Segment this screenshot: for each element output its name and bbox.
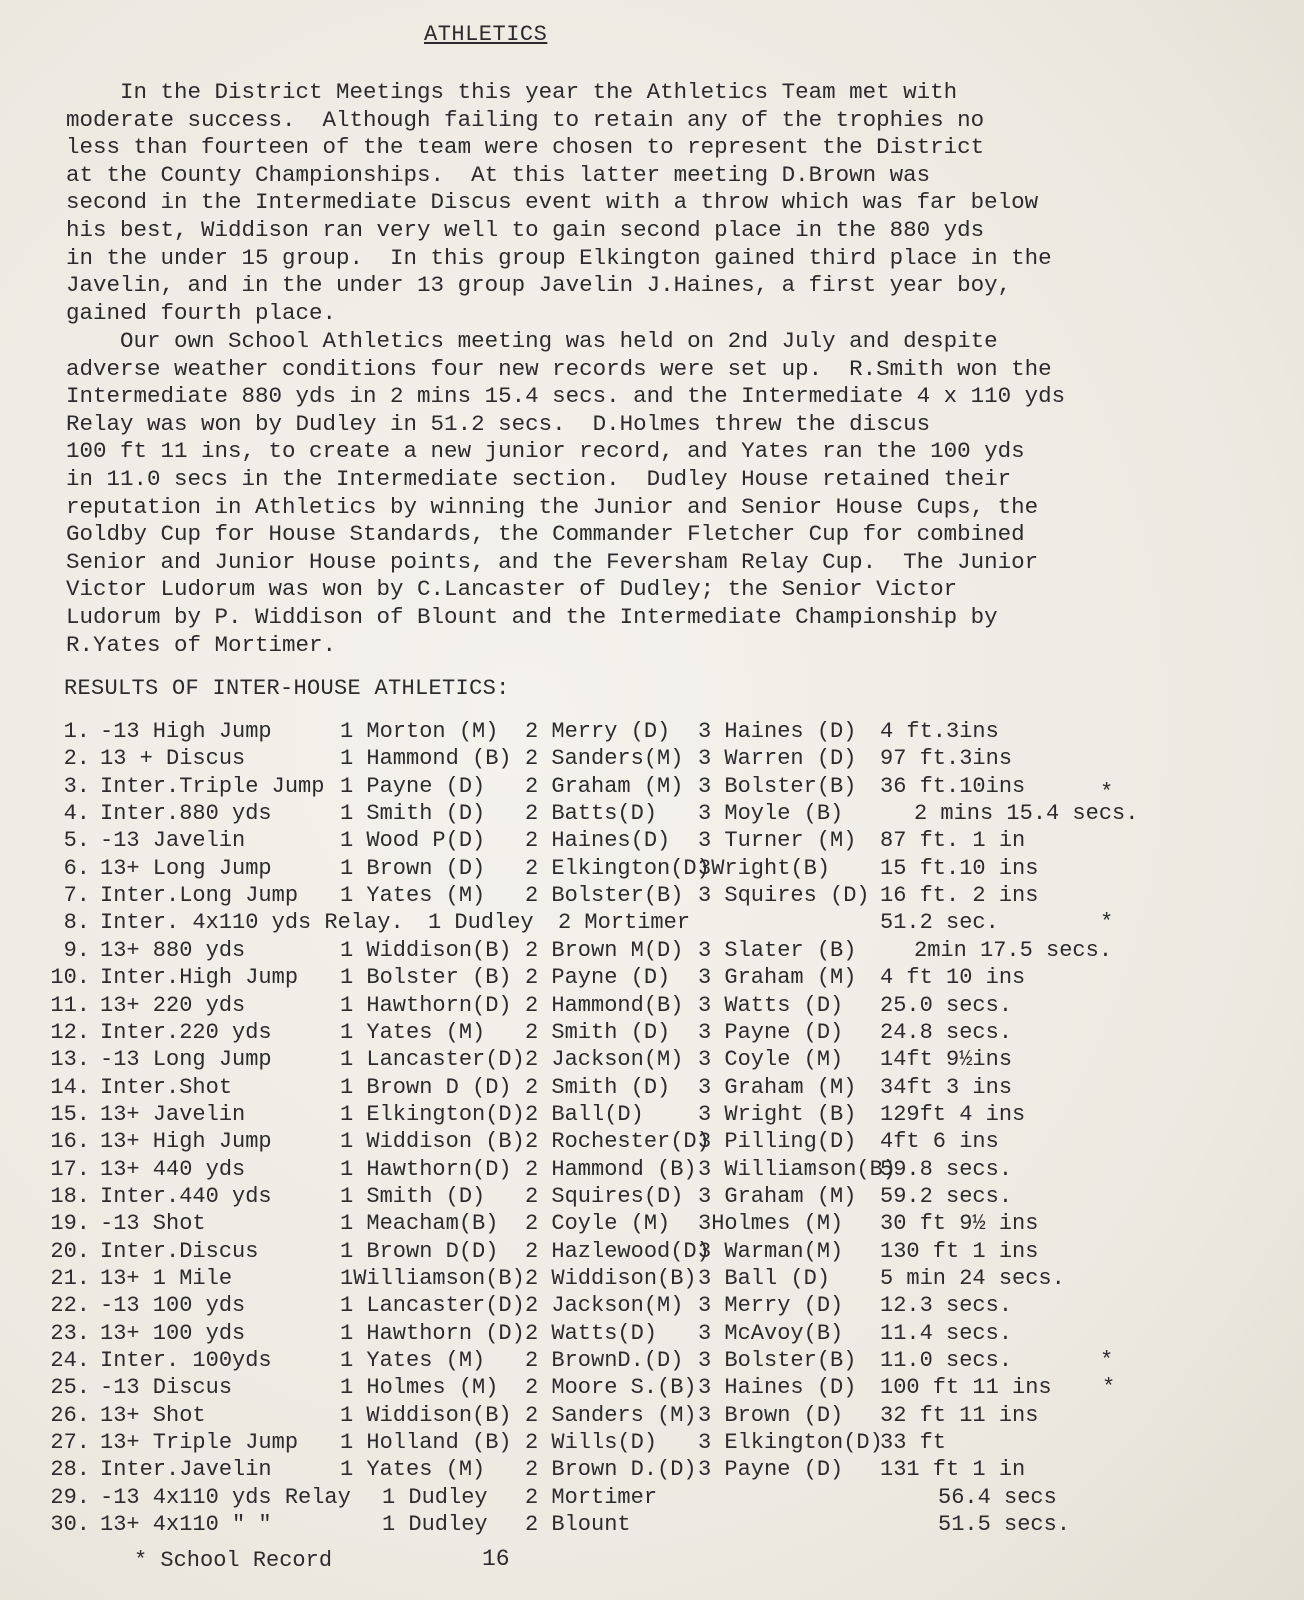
result-number: 29.	[50, 1484, 90, 1510]
result-value: 4 ft 10 ins	[880, 965, 1026, 991]
result-third: 3 Williamson(B)	[698, 1156, 897, 1182]
result-second: 2 Brown M(D)	[525, 937, 684, 963]
result-first: 1 Hawthorn (D)	[340, 1320, 525, 1346]
result-value: 30 ft 9½ ins	[880, 1211, 1039, 1237]
result-row	[0, 937, 1304, 965]
result-number: 11.	[50, 992, 90, 1018]
result-second: 2 Smith (D)	[525, 1019, 671, 1045]
result-event: Inter.Discus	[100, 1238, 259, 1264]
result-row	[0, 773, 1304, 805]
result-row	[0, 1156, 1304, 1184]
result-event: 13+ Long Jump	[100, 855, 272, 881]
result-third: 3 McAvoy(B)	[698, 1320, 844, 1346]
result-second: 2 Batts(D)	[525, 801, 658, 827]
result-first: 1 Bolster (B)	[340, 965, 512, 991]
result-first: 1 Yates (M)	[340, 1457, 486, 1483]
result-event: 13+ Shot	[100, 1402, 206, 1428]
result-number: 10.	[50, 965, 90, 991]
result-value: 51.5 secs.	[938, 1512, 1071, 1538]
result-first: 1 Hawthorn(D)	[340, 1156, 512, 1182]
result-row	[0, 1292, 1304, 1320]
result-number: 4.	[63, 801, 90, 827]
result-event: Inter.Shot	[100, 1074, 233, 1100]
result-event: Inter.High Jump	[100, 965, 299, 991]
result-number: 2.	[63, 746, 90, 772]
result-second: 2 Elkington(D)	[525, 855, 710, 881]
result-third: 3 Haines (D)	[698, 719, 857, 744]
result-row	[0, 1101, 1304, 1129]
result-first: 1 Elkington(D)	[340, 1101, 525, 1127]
result-first: 1 Brown D(D)	[340, 1238, 499, 1264]
result-value: 12.3 secs.	[880, 1293, 1013, 1319]
result-value: 33 ft	[880, 1430, 947, 1456]
result-row	[0, 882, 1304, 910]
result-value: 59.2 secs.	[880, 1183, 1013, 1209]
result-row	[0, 1074, 1304, 1102]
result-first: 1 Hawthorn(D)	[340, 992, 512, 1018]
result-first: 1 Holmes (M)	[340, 1375, 499, 1401]
result-number: 27.	[50, 1430, 90, 1456]
result-third: 3Holmes (M)	[698, 1211, 844, 1237]
result-event: Inter.220 yds	[100, 1019, 272, 1045]
result-value: 14ft 9½ins	[880, 1047, 1013, 1073]
result-event: -13 Long Jump	[100, 1047, 272, 1073]
result-value: 16 ft. 2 ins	[880, 883, 1039, 909]
result-first: 1 Dudley	[382, 1512, 488, 1538]
result-second: 2 Blount	[525, 1512, 631, 1538]
result-number: 22.	[50, 1293, 90, 1319]
result-value: 97 ft.3ins	[880, 746, 1013, 772]
result-row	[0, 1183, 1304, 1211]
result-row	[0, 1238, 1304, 1266]
result-event: 13+ Triple Jump	[100, 1430, 299, 1456]
result-first: 1 Brown D (D)	[340, 1074, 512, 1100]
result-row	[0, 1511, 1304, 1539]
result-third: 3 Payne (D)	[698, 1457, 844, 1483]
result-event: -13 High Jump	[100, 719, 272, 744]
result-second: 2 Jackson(M)	[525, 1293, 684, 1319]
result-record-mark: *	[1100, 910, 1114, 936]
result-value: 5 min 24 secs.	[880, 1266, 1065, 1291]
result-row	[0, 745, 1304, 773]
result-value: 11.4 secs.	[880, 1320, 1013, 1346]
result-third: 3 Watts (D)	[698, 992, 844, 1018]
result-event: Inter.880 yds	[100, 801, 272, 827]
result-second: 2 Jackson(M)	[525, 1047, 684, 1073]
result-third: 3 Slater (B)	[698, 937, 857, 963]
result-value: 25.0 secs.	[880, 992, 1013, 1018]
result-third: 3 Payne (D)	[698, 1019, 844, 1045]
result-number: 20.	[50, 1238, 90, 1264]
result-third: 3 Squires (D)	[698, 883, 870, 909]
result-value: 15 ft.10 ins	[880, 855, 1039, 881]
result-number: 28.	[50, 1457, 90, 1483]
result-number: 9.	[63, 937, 90, 963]
result-first: 1 Lancaster(D)	[340, 1293, 525, 1319]
result-row	[0, 1210, 1304, 1238]
result-event: 13+ 220 yds	[100, 992, 246, 1018]
result-first: 1 Hammond (B)	[340, 746, 512, 772]
result-row	[0, 800, 1304, 828]
result-second: 2 Graham (M)	[525, 773, 684, 799]
result-second: 2 Hazlewood(D)	[525, 1238, 710, 1264]
result-number: 3.	[63, 773, 90, 799]
result-number: 7.	[63, 883, 90, 909]
paragraph-school-meeting: Our own School Athletics meeting was held on 2nd July and despite adverse weather conditions four new records were set up. R.Smith won the Intermediate 880 yds in 2 mins 15.4 secs. and the Intermediate 4 x 110 yds Relay was won by Dudley in 51.2 secs. D.Holmes threw the discus 100 ft 11 ins, to create a new junior record, and Yates ran the 100 yds in 11.0 secs in the Intermediate section. Dudley House retained their reputation in Athletics by winning the Junior and Senior House Cups, the Goldby Cup for House Standards, the Commander Fletcher Cup for combined Senior and Junior House points, and the Feversham Relay Cup. The Junior Victor Ludorum was won by C.Lancaster of Dudley; the Senior Victor Ludorum by P. Widdison of Blount and the Intermediate Championship by R.Yates of Mortimer.	[66, 328, 1066, 658]
result-third: 3 Merry (D)	[698, 1293, 844, 1319]
result-number: 30.	[50, 1512, 90, 1538]
result-value: 36 ft.10ins	[880, 773, 1026, 799]
result-first: 1 Widdison (B)	[340, 1129, 525, 1155]
result-value: 100 ft 11 ins	[880, 1375, 1052, 1401]
paragraph-district-meetings: In the District Meetings this year the Athletics Team met with moderate success. Although failing to retain any of the trophies no less than fourteen of the team were chosen to represent the District at the County Championships. At this latter meeting D.Brown was second in the Intermediate Discus event with a throw which was far below his best, Widdison ran very well to gain second place in the 880 yds in the under 15 group. In this group Elkington gained third place in the Javelin, and in the under 13 group Javelin J.Haines, a first year boy, gained fourth place.	[66, 79, 1052, 326]
result-event: Inter. 100yds	[100, 1348, 272, 1374]
result-number: 1.	[63, 719, 90, 744]
result-first: 1 Dudley	[428, 910, 534, 936]
result-third: 3 Graham (M)	[698, 1183, 857, 1209]
result-first: 1 Morton (M)	[340, 719, 499, 744]
result-second: 2 Watts(D)	[525, 1320, 658, 1346]
result-row	[0, 718, 1304, 746]
result-third: 3 Bolster(B)	[698, 1348, 857, 1374]
result-third: 3 Coyle (M)	[698, 1047, 844, 1073]
result-third: 3 Graham (M)	[698, 1074, 857, 1100]
result-row	[0, 1046, 1304, 1074]
result-number: 13.	[50, 1047, 90, 1073]
result-row	[0, 1402, 1304, 1430]
result-first: 1 Yates (M)	[340, 1348, 486, 1374]
result-value: 2 mins 15.4 secs.	[914, 801, 1139, 827]
result-event: Inter.Long Jump	[100, 883, 299, 909]
result-second: 2 Rochester(D)	[525, 1129, 710, 1155]
result-record-mark: *	[1102, 1375, 1116, 1401]
result-number: 25.	[50, 1375, 90, 1401]
result-first: 1 Smith (D)	[340, 801, 486, 827]
result-event: Inter.Triple Jump	[100, 773, 325, 799]
result-number: 6.	[63, 855, 90, 881]
result-event: 13+ 440 yds	[100, 1156, 246, 1182]
result-third: 3 Bolster(B)	[698, 773, 857, 799]
result-event: 13+ Javelin	[100, 1101, 246, 1127]
result-first: 1 Payne (D)	[340, 773, 486, 799]
result-value: 24.8 secs.	[880, 1019, 1013, 1045]
result-value: 2min 17.5 secs.	[914, 937, 1113, 963]
result-third: 3 Moyle (B)	[698, 801, 844, 827]
result-first: 1Williamson(B)	[340, 1266, 525, 1291]
result-row	[0, 827, 1304, 855]
result-row	[0, 1484, 1304, 1512]
result-row	[0, 1374, 1304, 1402]
result-first: 1 Wood P(D)	[340, 828, 486, 854]
result-event: -13 Shot	[100, 1211, 206, 1237]
result-number: 16.	[50, 1129, 90, 1155]
result-event: 13 + Discus	[100, 746, 246, 772]
result-event: -13 Discus	[100, 1375, 233, 1401]
result-first: 1 Yates (M)	[340, 1019, 486, 1045]
result-second: 2 Moore S.(B)	[525, 1375, 697, 1401]
result-event: Inter.Javelin	[100, 1457, 272, 1483]
result-first: 1 Dudley	[382, 1484, 488, 1510]
result-value: 131 ft 1 in	[880, 1457, 1026, 1483]
result-record-mark: *	[1100, 779, 1114, 805]
result-value: 59.8 secs.	[880, 1156, 1013, 1182]
result-third: 3 Ball (D)	[698, 1266, 831, 1291]
result-second: 2 Haines(D)	[525, 828, 671, 854]
result-event: 13+ 1 Mile	[100, 1266, 233, 1291]
result-value: 11.0 secs.	[880, 1348, 1013, 1374]
result-second: 2 Brown D.(D)	[525, 1457, 697, 1483]
result-second: 2 Mortimer	[558, 910, 691, 936]
result-event: 13+ 880 yds	[100, 937, 246, 963]
result-event: -13 4x110 yds Relay	[100, 1484, 351, 1510]
result-number: 17.	[50, 1156, 90, 1182]
result-second: 2 Payne (D)	[525, 965, 671, 991]
result-value: 87 ft. 1 in	[880, 828, 1026, 854]
result-row	[0, 1128, 1304, 1156]
result-row	[0, 855, 1304, 883]
result-row	[0, 992, 1304, 1020]
result-number: 26.	[50, 1402, 90, 1428]
result-number: 24.	[50, 1348, 90, 1374]
result-value: 129ft 4 ins	[880, 1101, 1026, 1127]
result-third: 3 Warren (D)	[698, 746, 857, 772]
result-second: 2 Bolster(B)	[525, 883, 684, 909]
result-first: 1 Holland (B)	[340, 1430, 512, 1456]
result-row	[0, 1265, 1304, 1293]
result-event: -13 Javelin	[100, 828, 246, 854]
result-value: 51.2 sec.	[880, 910, 999, 936]
result-number: 21.	[50, 1266, 90, 1291]
result-number: 15.	[50, 1101, 90, 1127]
result-third: 3 Wright (B)	[698, 1101, 857, 1127]
result-value: 34ft 3 ins	[880, 1074, 1013, 1100]
result-row	[0, 1019, 1304, 1047]
result-row	[0, 909, 1304, 937]
result-second: 2 Widdison(B)	[525, 1266, 697, 1291]
result-third: 3 Haines (D)	[698, 1375, 857, 1401]
result-second: 2 Hammond(B)	[525, 992, 684, 1018]
result-second: 2 Hammond (B)	[525, 1156, 697, 1182]
result-number: 19.	[50, 1211, 90, 1237]
page-title: ATHLETICS	[424, 22, 548, 47]
result-second: 2 BrownD.(D)	[525, 1348, 684, 1374]
result-third: 3Wright(B)	[698, 855, 831, 881]
result-value: 4ft 6 ins	[880, 1129, 999, 1155]
result-third: 3 Turner (M)	[698, 828, 857, 854]
result-second: 2 Merry (D)	[525, 719, 671, 744]
result-value: 4 ft.3ins	[880, 719, 999, 744]
result-third: 3 Elkington(D)	[698, 1430, 883, 1456]
result-event: 13+ High Jump	[100, 1129, 272, 1155]
result-event: 13+ 4x110 " "	[100, 1512, 272, 1538]
result-second: 2 Wills(D)	[525, 1430, 658, 1456]
result-event: -13 100 yds	[100, 1293, 246, 1319]
result-third: 3 Graham (M)	[698, 965, 857, 991]
result-second: 2 Smith (D)	[525, 1074, 671, 1100]
result-second: 2 Sanders (M)	[525, 1402, 697, 1428]
result-second: 2 Ball(D)	[525, 1101, 644, 1127]
results-heading: RESULTS OF INTER-HOUSE ATHLETICS:	[64, 676, 510, 701]
result-value: 32 ft 11 ins	[880, 1402, 1039, 1428]
result-second: 2 Coyle (M)	[525, 1211, 671, 1237]
result-second: 2 Mortimer	[525, 1484, 658, 1510]
result-value: 56.4 secs	[938, 1484, 1057, 1510]
result-value: 130 ft 1 ins	[880, 1238, 1039, 1264]
result-first: 1 Yates (M)	[340, 883, 486, 909]
result-third: 3 Pilling(D)	[698, 1129, 857, 1155]
result-row	[0, 1456, 1304, 1484]
result-number: 12.	[50, 1019, 90, 1045]
result-event: Inter. 4x110 yds Relay.	[100, 910, 404, 936]
result-number: 14.	[50, 1074, 90, 1100]
result-number: 18.	[50, 1183, 90, 1209]
result-number: 23.	[50, 1320, 90, 1346]
result-third: 3 Warman(M)	[698, 1238, 844, 1264]
result-event: 13+ 100 yds	[100, 1320, 246, 1346]
result-row	[0, 1320, 1304, 1348]
result-row	[0, 964, 1304, 992]
footnote: * School Record	[134, 1548, 333, 1573]
result-number: 5.	[63, 828, 90, 854]
result-number: 8.	[63, 910, 90, 936]
result-third: 3 Brown (D)	[698, 1402, 844, 1428]
result-first: 1 Widdison(B)	[340, 937, 512, 963]
result-record-mark: *	[1100, 1348, 1114, 1374]
result-first: 1 Smith (D)	[340, 1183, 486, 1209]
result-second: 2 Sanders(M)	[525, 746, 684, 772]
result-first: 1 Brown (D)	[340, 855, 486, 881]
result-first: 1 Lancaster(D)	[340, 1047, 525, 1073]
page-number: 16	[482, 1546, 510, 1572]
result-row	[0, 1347, 1304, 1375]
result-event: Inter.440 yds	[100, 1183, 272, 1209]
result-row	[0, 1429, 1304, 1457]
result-second: 2 Squires(D)	[525, 1183, 684, 1209]
result-first: 1 Widdison(B)	[340, 1402, 512, 1428]
result-first: 1 Meacham(B)	[340, 1211, 499, 1237]
